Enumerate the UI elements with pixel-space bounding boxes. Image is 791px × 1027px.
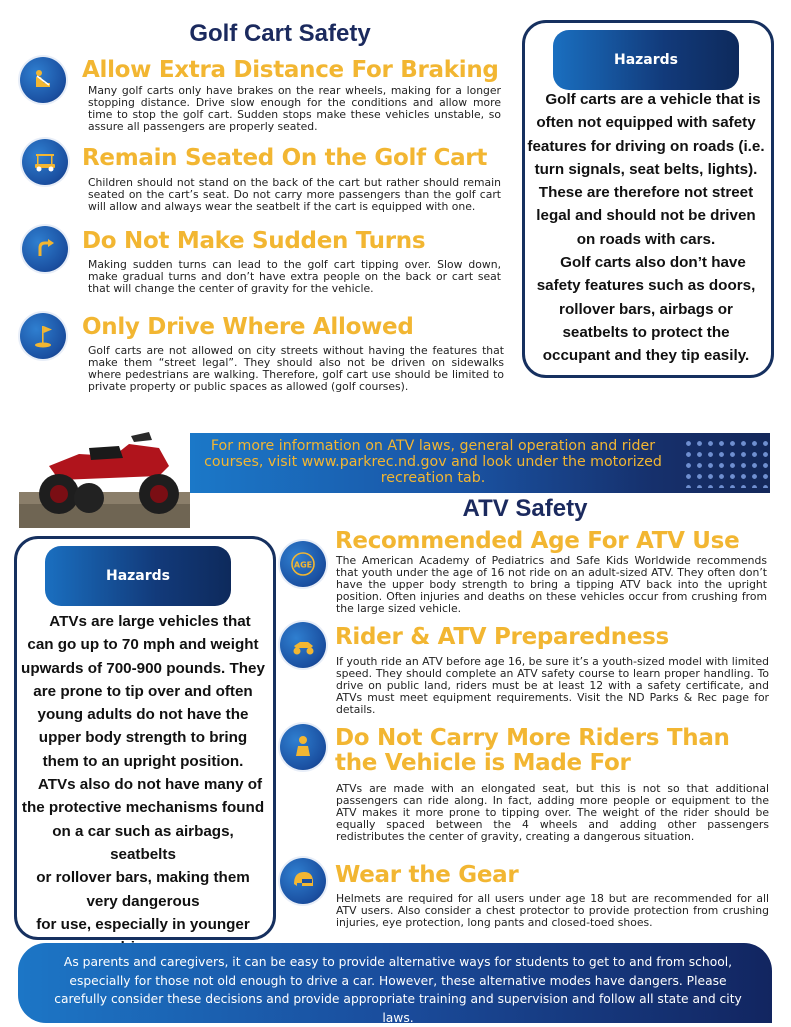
golf-hazards-text: Golf carts are a vehicle that is often not equipped with safety features for driving on roads (i.e. turn signals, seat belts, lights). These are therefore not street legal and should not be driven on roads with cars. Golf carts also don’t have safety features such as doors, rollover bars, airbags or seatbelts to protect the occupant and they tip easily. <box>527 91 765 365</box>
rider-icon <box>280 724 326 770</box>
turn-arrow-icon <box>22 226 68 272</box>
age-icon <box>280 541 326 587</box>
golf-cart-icon <box>22 139 68 185</box>
atv-section-text: ATVs are made with an elongated seat, but this is not so that additional passengers can ride along. In fact, adding more people or equipment to the ATV makes it more prone to tipping over. The weight of the rider should be equally spaced between the 4 wheels and adding other passengers redistributes the center of gravity, creating a dangerous situation. <box>336 782 769 843</box>
atv-section-title: Rider & ATV Preparedness <box>335 624 669 650</box>
atv-section-text: If youth ride an ATV before age 16, be sure it’s a youth-sized model with limited speed. They should complete an ATV safety course to learn proper handling. To drive on public land, riders must be at least 12 with a safety certificate, and ATVs must meet equipment requirements. Visit the ND Parks & Rec page for details. <box>336 655 769 716</box>
golf-section-text: Many golf carts only have brakes on the rear wheels, making for a longer stopping distance. Drive slow enough for the conditions and allow more time to stop the golf cart. Sudden stops make these vehicles unstable, so assure all passengers are properly seated. <box>88 84 501 133</box>
golf-section-text: Golf carts are not allowed on city streets without having the features that make them “street legal”. They should also not be driven on sidewalks where pedestrians are walking. Therefore, golf cart use should be limited to private property or public spaces as allowed (golf courses). <box>88 344 504 393</box>
golf-section-text: Children should not stand on the back of the cart but rather should remain seated on the cart’s seat. Do not carry more passengers than the golf cart will allow and always wear the seatbelt if the cart is equipped with one. <box>88 176 501 213</box>
golf-hazards-label: Hazards <box>553 30 739 90</box>
golf-section-title: Do Not Make Sudden Turns <box>82 228 426 254</box>
atv-photo <box>19 414 190 528</box>
atv-section-title: Do Not Carry More Riders Than the Vehicle is Made For <box>335 725 730 776</box>
atv-hazards-text: ATVs are large vehicles that can go up to 70 mph and weight upwards of 700-900 pounds. They are prone to tip over and often young adults do not have the upper body strength to bring them to an upright position. ATVs also do not have many of the protective mechanisms found on a car such as airbags, seatbelts or rollover bars, making them very dangerous for use, especially in younger <box>21 613 265 933</box>
golf-section-title: Only Drive Where Allowed <box>82 314 414 340</box>
golf-section-title: Allow Extra Distance For Braking <box>82 57 499 83</box>
atv-safety-title: ATV Safety <box>462 495 588 522</box>
helmet-icon <box>280 858 326 904</box>
atv-section-title: Wear the Gear <box>335 862 519 888</box>
footer-text: As parents and caregivers, it can be easy to provide alternative ways for students to get to and from school, especially for those not old enough to drive a car. However, these alternative modes have dangers. Please carefully consider these decisions and provide appropriate training and supervision and follow all state and city laws. <box>54 955 742 1025</box>
info-banner-text: For more information on ATV laws, general operation and rider courses, visit www.parkrec.nd.gov and look under the motorized recreation tab. <box>204 438 662 486</box>
atv-icon <box>280 622 326 668</box>
atv-section-title: Recommended Age For ATV Use <box>335 528 740 554</box>
golf-section-title: Remain Seated On the Golf Cart <box>82 145 488 171</box>
atv-section-text: The American Academy of Pediatrics and Safe Kids Worldwide recommends that youth under the age of 16 not ride on an adult-sized ATV. They often don’t have the upper body strength to bring a tipping ATV back into the upright position. Often injuries and deaths on these vehicles occur from crushing from the large sized vehicle. <box>336 554 767 615</box>
seatbelt-icon <box>20 57 66 103</box>
svg-text:AGE: AGE <box>293 560 313 570</box>
atv-section-text: Helmets are required for all users under age 18 but are recommended for all ATV users. Also consider a chest protector to provide protection from crushing injuries, eye protection, long pants and closed-toed shoes. <box>336 892 769 929</box>
decorative-dots <box>683 438 771 488</box>
golf-section-text: Making sudden turns can lead to the golf cart tipping over. Slow down, make gradual turns and don’t have extra people on the back or cart seat that will change the center of gravity for the vehicle. <box>88 258 501 295</box>
golf-flag-icon <box>20 313 66 359</box>
footer-banner <box>18 943 772 1023</box>
golf-cart-safety-title: Golf Cart Safety <box>189 20 371 47</box>
atv-hazards-label: Hazards <box>45 546 231 606</box>
